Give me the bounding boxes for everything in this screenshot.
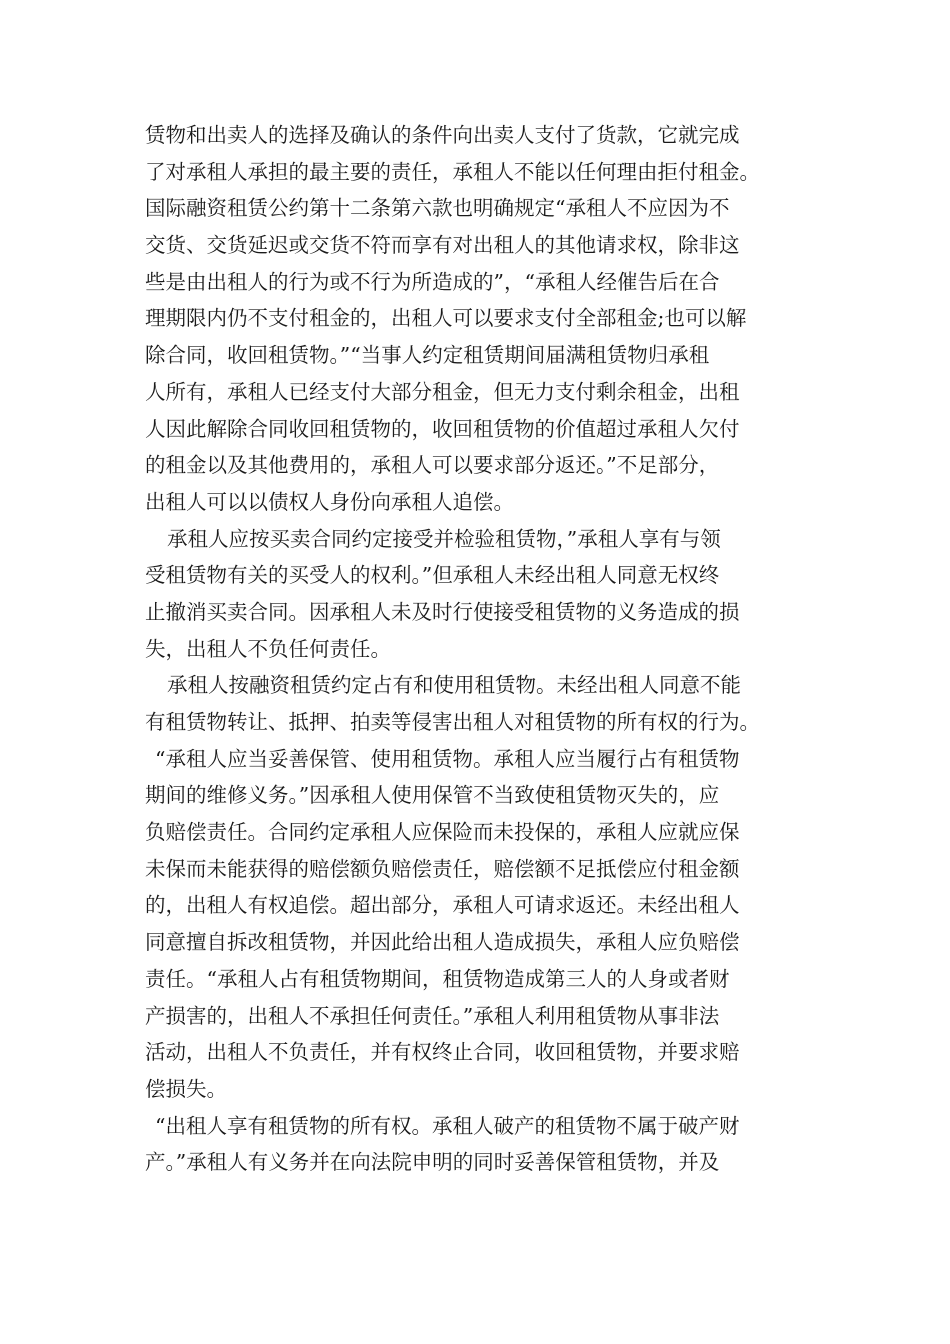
paragraph-start-line: “承租人应当妥善保管、使用租赁物。承租人应当履行占有租赁物 xyxy=(155,746,740,771)
text-line: 的租金以及其他费用的，承租人可以要求部分返还。”不足部分， xyxy=(145,453,720,478)
text-line: 偿损失。 xyxy=(145,1076,227,1101)
text-line: 交货、交货延迟或交货不符而享有对出租人的其他请求权，除非这 xyxy=(145,233,740,258)
text-line: 止撤消买卖合同。因承租人未及时行使接受租赁物的义务造成的损 xyxy=(145,599,740,624)
text-line: 失，出租人不负任何责任。 xyxy=(145,636,391,661)
text-line: 负赔偿责任。合同约定承租人应保险而未投保的，承租人应就应保 xyxy=(145,820,740,845)
text-line: 人因此解除合同收回租赁物的，收回租赁物的价值超过承租人欠付 xyxy=(145,416,740,441)
text-line: 有租赁物转让、抵押、拍卖等侵害出租人对租赁物的所有权的行为。 xyxy=(145,710,760,734)
text-line: 期间的维修义务。”因承租人使用保管不当致使租赁物灭失的，应 xyxy=(145,783,720,808)
body-text xyxy=(145,117,815,1181)
text-line: 产。”承租人有义务并在向法院申明的同时妥善保管租赁物，并及 xyxy=(145,1150,720,1175)
paragraph-start-line: 承租人按融资租赁约定占有和使用租赁物。未经出租人同意不能 xyxy=(167,673,741,698)
text-line: 受租赁物有关的买受人的权利。”但承租人未经出租人同意无权终 xyxy=(145,563,720,588)
paragraph-start-line: “出租人享有租赁物的所有权。承租人破产的租赁物不属于破产财 xyxy=(155,1113,740,1138)
text-line: 的，出租人有权追偿。超出部分，承租人可请求返还。未经出租人 xyxy=(145,893,740,918)
paragraph-start-line: 承租人应按买卖合同约定接受并检验租赁物，”承租人享有与领 xyxy=(167,526,721,551)
text-line: 产损害的，出租人不承担任何责任。”承租人利用租赁物从事非法 xyxy=(145,1003,720,1028)
text-line: 责任。“承租人占有租赁物期间，租赁物造成第三人的人身或者财 xyxy=(145,966,730,991)
text-line: 国际融资租赁公约第十二条第六款也明确规定“承租人不应因为不 xyxy=(145,196,730,221)
text-line: 赁物和出卖人的选择及确认的条件向出卖人支付了货款，它就完成 xyxy=(145,123,740,147)
text-line: 些是由出租人的行为或不行为所造成的”，“承租人经催告后在合 xyxy=(145,269,720,294)
text-line: 未保而未能获得的赔偿额负赔偿责任，赔偿额不足抵偿应付租金额 xyxy=(145,856,740,881)
text-line: 人所有，承租人已经支付大部分租金，但无力支付剩余租金，出租 xyxy=(145,379,740,404)
text-line: 了对承租人承担的最主要的责任，承租人不能以任何理由拒付租金。 xyxy=(145,159,760,184)
text-line: 除合同，收回租赁物。”“当事人约定租赁期间届满租赁物归承租 xyxy=(145,343,710,368)
text-line: 出租人可以以债权人身份向承租人追偿。 xyxy=(145,489,514,514)
text-line: 活动，出租人不负责任，并有权终止合同，收回租赁物，并要求赔 xyxy=(145,1040,740,1065)
text-line: 理期限内仍不支付租金的，出租人可以要求支付全部租金;也可以解 xyxy=(145,306,747,331)
text-line: 同意擅自拆改租赁物，并因此给出租人造成损失，承租人应负赔偿 xyxy=(145,930,740,955)
